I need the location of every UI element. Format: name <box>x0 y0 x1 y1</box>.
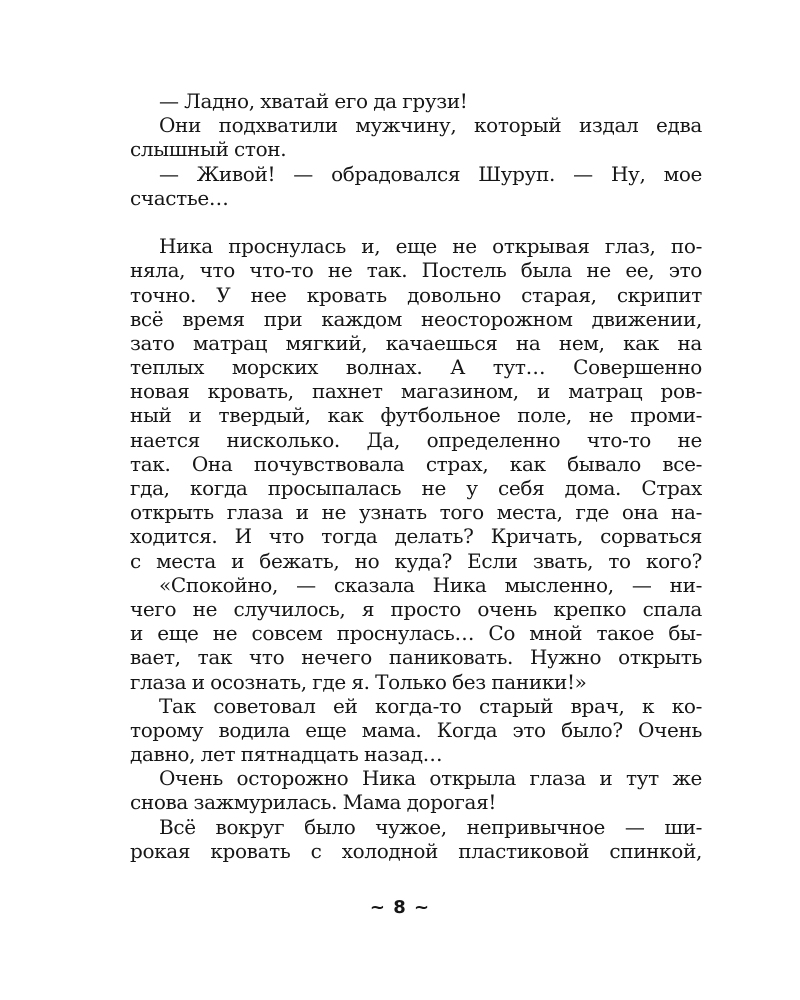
blank-line <box>130 210 702 234</box>
text-line: открыть глаза и не узнать того места, где она на- <box>130 500 702 525</box>
text-line: ходится. И что тогда делать? Кричать, сорваться <box>130 524 702 549</box>
text-line: точно. У нее кровать довольно старая, скрипит <box>130 282 702 307</box>
text-line: с места и бежать, но куда? Если звать, то кого? <box>130 548 702 573</box>
text-line: слышный стон. <box>130 137 287 162</box>
text-line: — Ладно, хватай его да грузи! <box>159 89 468 113</box>
text-line: гда, когда просыпалась не у себя дома. Страх <box>130 476 702 500</box>
text-line: — Живой! — обрадовался Шуруп. — Ну, мое <box>159 161 702 186</box>
text-line: Всё вокруг было чужое, непривычное — ши- <box>159 814 702 839</box>
text-line: давно, лет пятнадцать назад… <box>130 742 443 767</box>
text-line: рокая кровать с холодной пластиковой спинкой, <box>130 838 702 863</box>
text-line: Ника проснулась и, еще не открывая глаз, по- <box>159 234 702 259</box>
text-line: зато матрац мягкий, качаешься на нем, как на <box>130 330 702 355</box>
text-line: счастье… <box>130 185 229 210</box>
text-line: глаза и осознать, где я. Только без паники!» <box>130 669 587 694</box>
text-line: снова зажмурилась. Мама дорогая! <box>130 790 497 815</box>
body-text <box>130 89 702 863</box>
text-line: и еще не совсем проснулась… Со мной такое бы- <box>130 621 702 646</box>
text-line: ный и твердый, как футбольное поле, не проми- <box>130 403 702 428</box>
text-line: торому водила еще мама. Когда это было? Очень <box>130 717 702 742</box>
page-number: ~ 8 ~ <box>369 897 431 918</box>
text-line: всё время при каждом неосторожном движении, <box>130 306 702 331</box>
text-line: вает, так что нечего паниковать. Нужно открыть <box>130 645 702 670</box>
text-line: чего не случилось, я просто очень крепко спала <box>130 596 702 621</box>
text-line: Очень осторожно Ника открыла глаза и тут же <box>159 766 702 791</box>
text-line: Они подхватили мужчину, который издал едва <box>159 113 702 138</box>
text-line: няла, что что-то не так. Постель была не ее, это <box>130 258 702 283</box>
text-line: «Спокойно, — сказала Ника мысленно, — ни- <box>159 572 702 597</box>
text-line: нается нисколько. Да, определенно что-то не <box>130 427 702 452</box>
text-line: Так советовал ей когда-то старый врач, к ко- <box>159 693 702 718</box>
text-line: новая кровать, пахнет магазином, и матрац ров- <box>130 379 702 404</box>
text-line: теплых морских волнах. А тут… Совершенно <box>130 355 702 380</box>
text-line: так. Она почувствовала страх, как бывало все- <box>130 451 702 476</box>
